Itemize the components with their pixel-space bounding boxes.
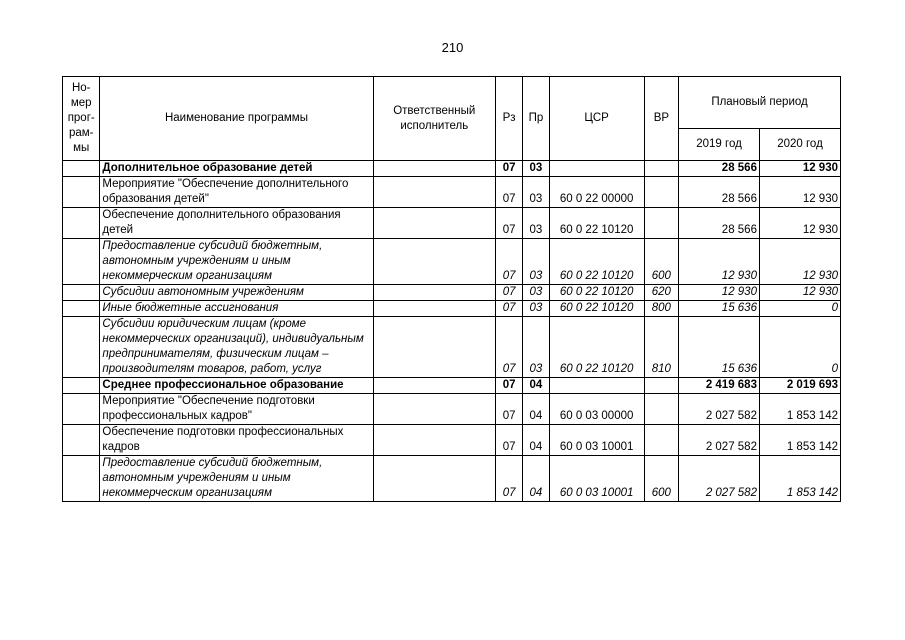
cell-responsible — [373, 317, 495, 378]
cell-vr — [644, 378, 678, 394]
cell-pr: 03 — [523, 317, 549, 378]
cell-amount-2019: 12 930 — [679, 285, 760, 301]
cell-responsible — [373, 177, 495, 208]
cell-rz: 07 — [495, 208, 522, 239]
cell-pr: 03 — [523, 285, 549, 301]
budget-program-table — [62, 76, 841, 502]
cell-amount-2019: 28 566 — [679, 161, 760, 177]
cell-pr: 04 — [523, 394, 549, 425]
cell-responsible — [373, 425, 495, 456]
cell-csr: 60 0 22 10120 — [549, 285, 644, 301]
cell-rz: 07 — [495, 456, 522, 502]
cell-program-number — [63, 161, 100, 177]
cell-csr: 60 0 22 10120 — [549, 208, 644, 239]
cell-program-name: Обеспечение подготовки профессиональных кадров — [100, 425, 373, 456]
header-program-number: Но- мер прог- рам- мы — [63, 77, 100, 161]
cell-program-name: Дополнительное образование детей — [100, 161, 373, 177]
header-vr: ВР — [644, 77, 678, 161]
cell-rz: 07 — [495, 378, 522, 394]
cell-csr: 60 0 22 10120 — [549, 301, 644, 317]
cell-responsible — [373, 378, 495, 394]
cell-csr: 60 0 03 10001 — [549, 456, 644, 502]
cell-responsible — [373, 301, 495, 317]
cell-rz: 07 — [495, 301, 522, 317]
cell-program-number — [63, 425, 100, 456]
table-row — [63, 285, 841, 301]
table-row — [63, 208, 841, 239]
cell-responsible — [373, 239, 495, 285]
cell-pr: 03 — [523, 161, 549, 177]
table-row — [63, 456, 841, 502]
table-row — [63, 161, 841, 177]
cell-pr: 04 — [523, 456, 549, 502]
cell-program-name: Обеспечение дополнительного образования детей — [100, 208, 373, 239]
cell-responsible — [373, 394, 495, 425]
cell-pr: 03 — [523, 239, 549, 285]
cell-amount-2020: 12 930 — [759, 161, 840, 177]
cell-csr: 60 0 22 00000 — [549, 177, 644, 208]
cell-responsible — [373, 285, 495, 301]
cell-amount-2019: 2 027 582 — [679, 394, 760, 425]
table-row — [63, 301, 841, 317]
cell-vr — [644, 208, 678, 239]
cell-amount-2020: 2 019 693 — [759, 378, 840, 394]
cell-amount-2020: 12 930 — [759, 285, 840, 301]
page-number: 210 — [441, 40, 464, 55]
cell-vr: 600 — [644, 456, 678, 502]
cell-csr: 60 0 22 10120 — [549, 317, 644, 378]
cell-amount-2020: 12 930 — [759, 239, 840, 285]
cell-amount-2019: 2 419 683 — [679, 378, 760, 394]
cell-csr: 60 0 22 10120 — [549, 239, 644, 285]
cell-vr: 800 — [644, 301, 678, 317]
cell-rz: 07 — [495, 285, 522, 301]
cell-program-number — [63, 285, 100, 301]
header-rz: Рз — [495, 77, 522, 161]
cell-rz: 07 — [495, 177, 522, 208]
cell-program-number — [63, 378, 100, 394]
cell-amount-2019: 28 566 — [679, 208, 760, 239]
cell-program-number — [63, 239, 100, 285]
header-program-name: Наименование программы — [100, 77, 373, 161]
cell-amount-2020: 1 853 142 — [759, 456, 840, 502]
cell-csr — [549, 378, 644, 394]
table-row — [63, 317, 841, 378]
cell-program-number — [63, 208, 100, 239]
cell-program-name: Предоставление субсидий бюджетным, автономным учреждениям и иным некоммерческим организациям — [100, 239, 373, 285]
header-responsible: Ответственный исполнитель — [373, 77, 495, 161]
cell-pr: 04 — [523, 425, 549, 456]
table-row — [63, 425, 841, 456]
cell-amount-2019: 28 566 — [679, 177, 760, 208]
cell-amount-2019: 2 027 582 — [679, 425, 760, 456]
cell-csr: 60 0 03 10001 — [549, 425, 644, 456]
cell-amount-2020: 12 930 — [759, 208, 840, 239]
cell-csr: 60 0 03 00000 — [549, 394, 644, 425]
cell-pr: 03 — [523, 301, 549, 317]
cell-program-number — [63, 177, 100, 208]
cell-vr — [644, 425, 678, 456]
cell-amount-2019: 12 930 — [679, 239, 760, 285]
table-row — [63, 378, 841, 394]
cell-pr: 03 — [523, 177, 549, 208]
cell-rz: 07 — [495, 425, 522, 456]
cell-amount-2020: 12 930 — [759, 177, 840, 208]
header-csr: ЦСР — [549, 77, 644, 161]
cell-amount-2020: 0 — [759, 301, 840, 317]
cell-program-number — [63, 301, 100, 317]
cell-csr — [549, 161, 644, 177]
cell-rz: 07 — [495, 317, 522, 378]
cell-amount-2020: 0 — [759, 317, 840, 378]
header-year-2019: 2019 год — [679, 129, 760, 161]
cell-vr: 810 — [644, 317, 678, 378]
cell-program-name: Субсидии юридическим лицам (кроме некоммерческих организаций), индивидуальным предпринимателям, физическим лицам – производителям товаров, работ, услуг — [100, 317, 373, 378]
cell-rz: 07 — [495, 394, 522, 425]
cell-amount-2019: 15 636 — [679, 317, 760, 378]
cell-program-number — [63, 456, 100, 502]
cell-program-name: Среднее профессиональное образование — [100, 378, 373, 394]
cell-program-number — [63, 394, 100, 425]
header-year-2020: 2020 год — [759, 129, 840, 161]
cell-rz: 07 — [495, 161, 522, 177]
cell-pr: 03 — [523, 208, 549, 239]
cell-amount-2019: 15 636 — [679, 301, 760, 317]
cell-vr — [644, 394, 678, 425]
header-planned-period: Плановый период — [679, 77, 841, 129]
cell-amount-2020: 1 853 142 — [759, 394, 840, 425]
cell-program-number — [63, 317, 100, 378]
cell-program-name: Иные бюджетные ассигнования — [100, 301, 373, 317]
table-row — [63, 177, 841, 208]
cell-responsible — [373, 208, 495, 239]
cell-vr — [644, 177, 678, 208]
header-pr: Пр — [523, 77, 549, 161]
cell-program-name: Предоставление субсидий бюджетным, автономным учреждениям и иным некоммерческим организациям — [100, 456, 373, 502]
cell-program-name: Субсидии автономным учреждениям — [100, 285, 373, 301]
table-row — [63, 239, 841, 285]
table-row — [63, 394, 841, 425]
cell-pr: 04 — [523, 378, 549, 394]
cell-rz: 07 — [495, 239, 522, 285]
cell-vr: 620 — [644, 285, 678, 301]
cell-program-name: Мероприятие "Обеспечение дополнительного образования детей" — [100, 177, 373, 208]
cell-program-name: Мероприятие "Обеспечение подготовки профессиональных кадров" — [100, 394, 373, 425]
cell-amount-2020: 1 853 142 — [759, 425, 840, 456]
cell-responsible — [373, 161, 495, 177]
cell-amount-2019: 2 027 582 — [679, 456, 760, 502]
cell-responsible — [373, 456, 495, 502]
cell-vr: 600 — [644, 239, 678, 285]
cell-vr — [644, 161, 678, 177]
